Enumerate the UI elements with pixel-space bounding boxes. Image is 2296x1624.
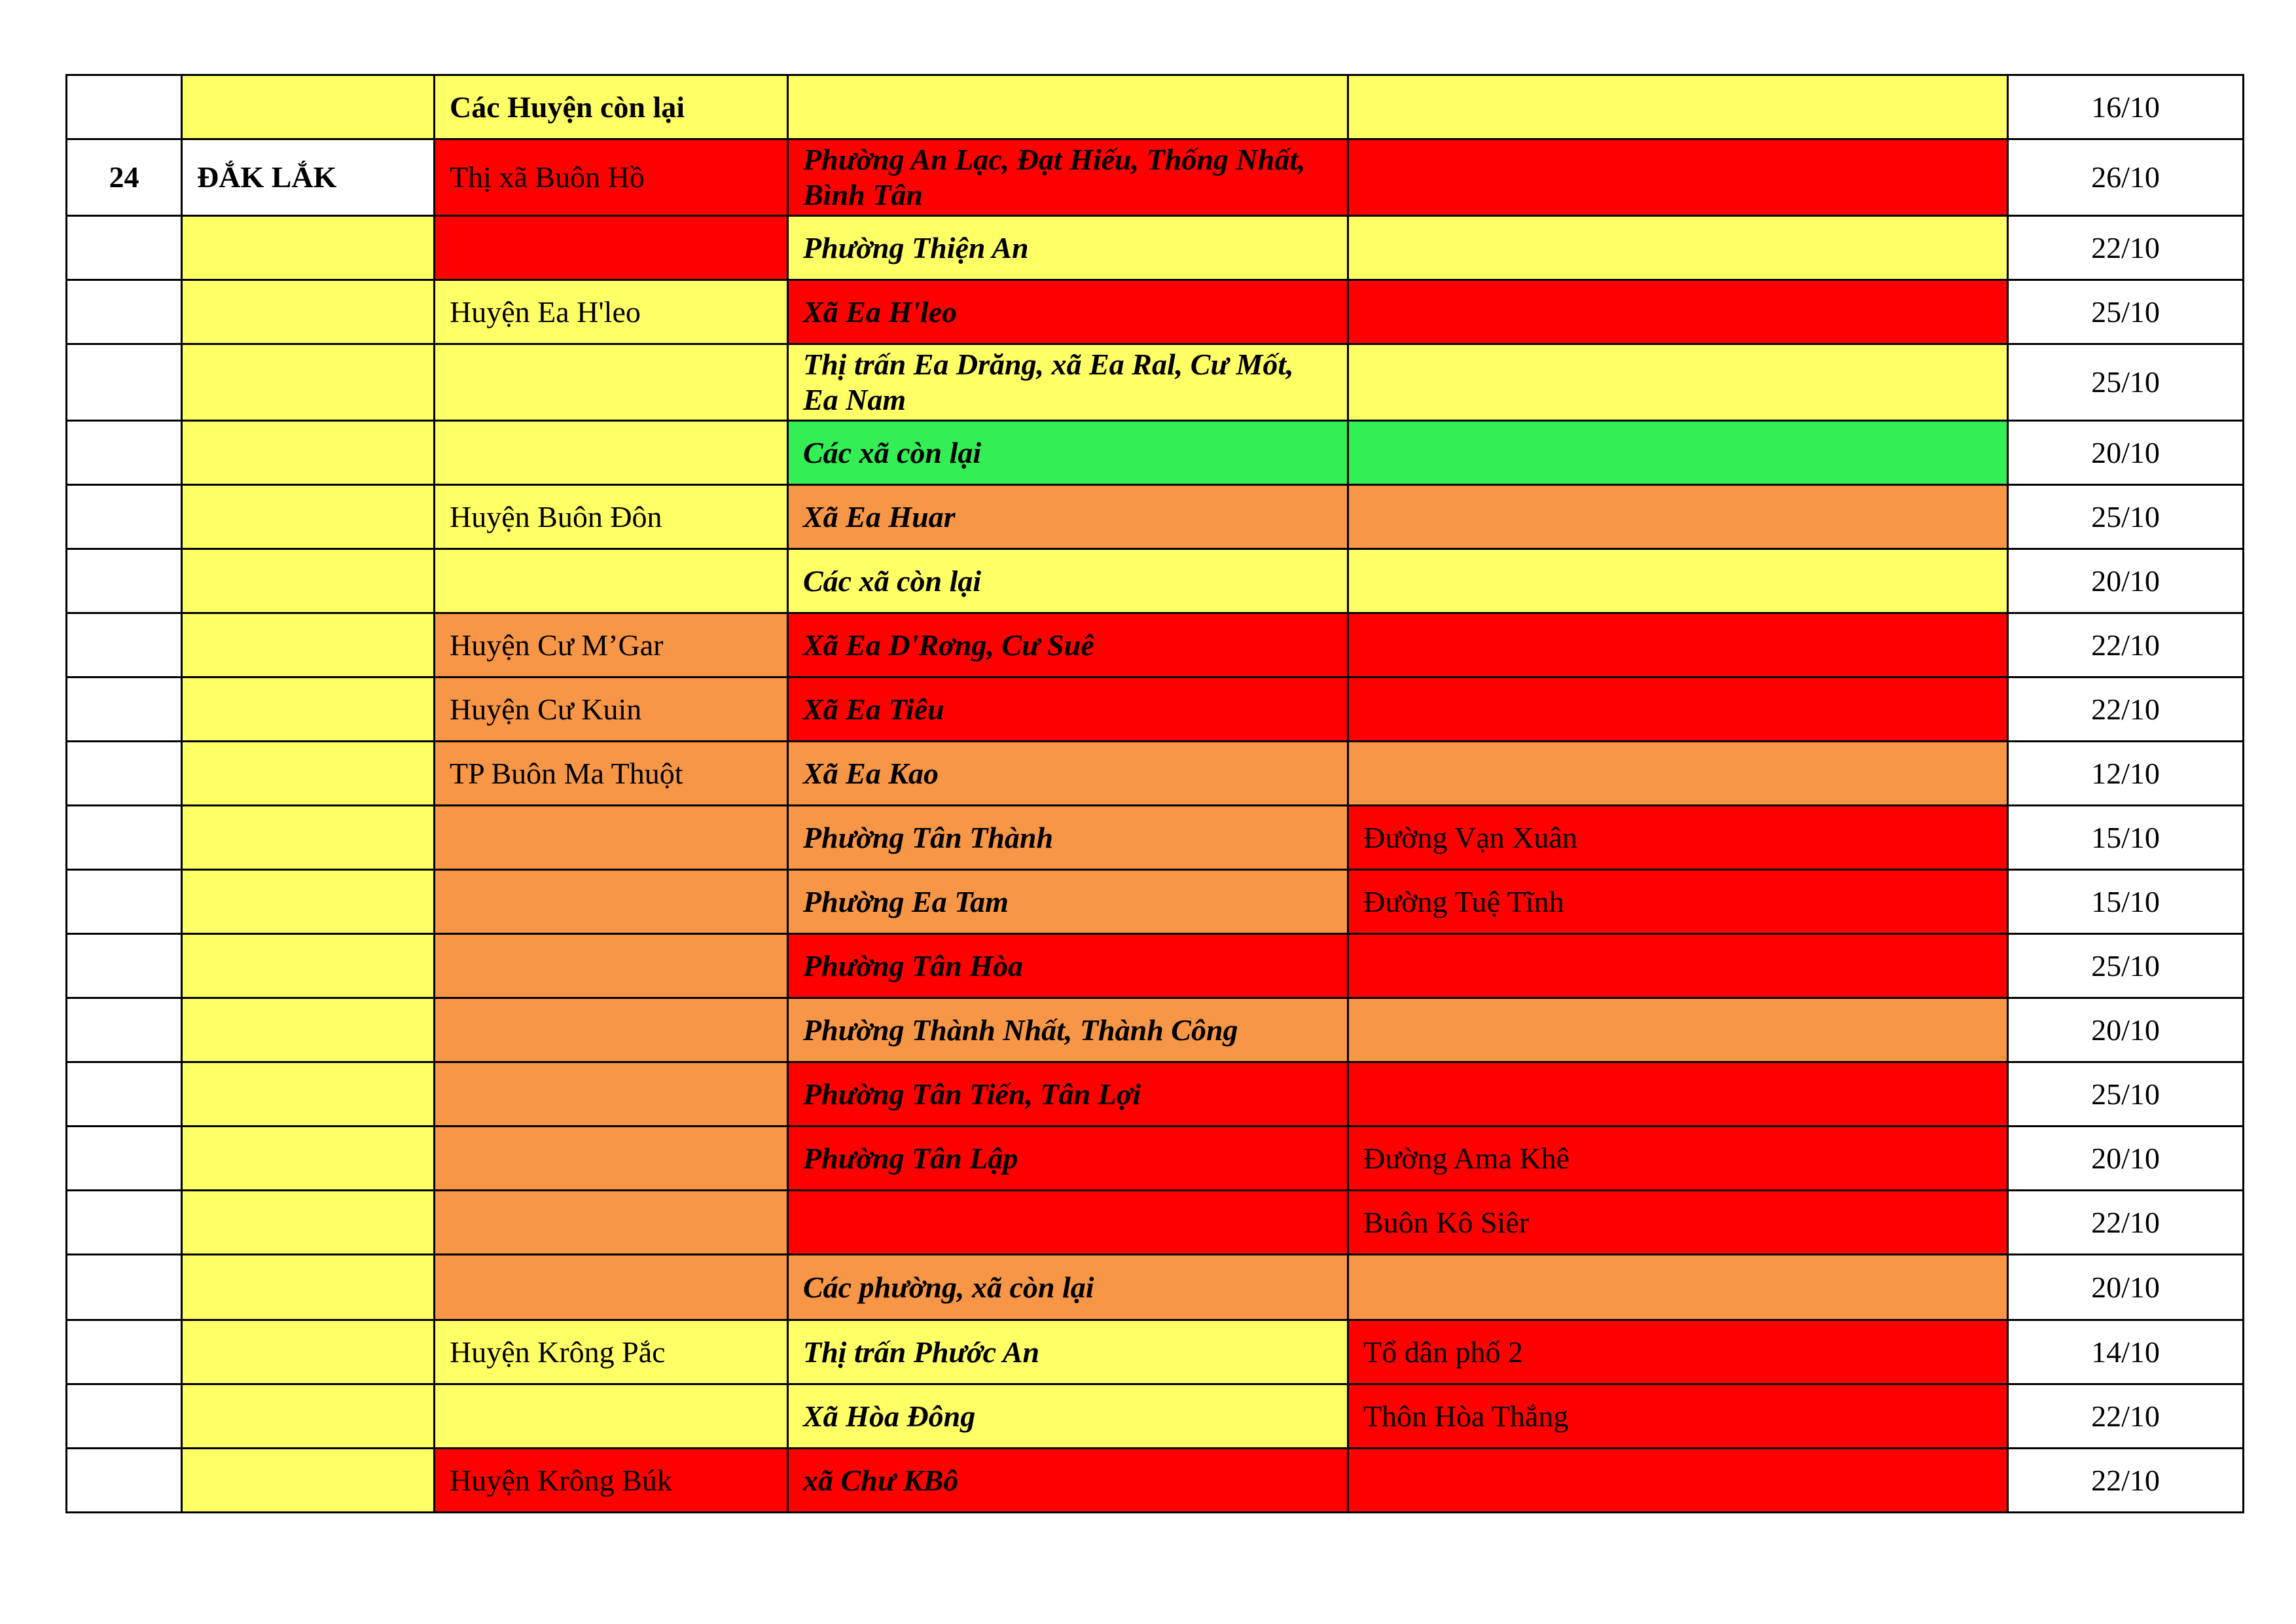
cell-date: 15/10 xyxy=(2008,806,2244,870)
cell-area xyxy=(1348,934,2008,998)
table-row xyxy=(67,485,2244,549)
cell-stt xyxy=(67,344,182,421)
table-row xyxy=(67,1384,2244,1449)
cell-district xyxy=(435,1127,788,1191)
cell-district: Huyện Buôn Đôn xyxy=(435,485,788,549)
table-row xyxy=(67,1449,2244,1513)
table-row xyxy=(67,1191,2244,1255)
cell-area xyxy=(1348,742,2008,806)
cell-date: 25/10 xyxy=(2008,485,2244,549)
cell-ward: Thị trấn Phước An xyxy=(788,1320,1348,1384)
cell-ward: xã Chư KBô xyxy=(788,1449,1348,1513)
cell-province xyxy=(182,421,435,485)
table-row xyxy=(67,1062,2244,1127)
zone-status-table xyxy=(65,74,2244,1513)
cell-stt xyxy=(67,485,182,549)
cell-stt xyxy=(67,742,182,806)
cell-date: 20/10 xyxy=(2008,1127,2244,1191)
cell-province xyxy=(182,1191,435,1255)
cell-ward: Xã Ea H'leo xyxy=(788,280,1348,344)
cell-date: 26/10 xyxy=(2008,139,2244,216)
cell-ward: Phường Tân Tiến, Tân Lợi xyxy=(788,1062,1348,1127)
cell-ward: Xã Ea D'Rơng, Cư Suê xyxy=(788,613,1348,677)
cell-district xyxy=(435,216,788,280)
cell-date: 14/10 xyxy=(2008,1320,2244,1384)
cell-area xyxy=(1348,549,2008,613)
cell-province xyxy=(182,870,435,934)
table-body xyxy=(67,75,2244,1513)
cell-ward: Xã Ea Kao xyxy=(788,742,1348,806)
cell-district: Các Huyện còn lại xyxy=(435,75,788,139)
cell-stt xyxy=(67,1127,182,1191)
cell-stt xyxy=(67,421,182,485)
cell-province xyxy=(182,742,435,806)
cell-date: 22/10 xyxy=(2008,1384,2244,1449)
table-row xyxy=(67,870,2244,934)
cell-province xyxy=(182,485,435,549)
cell-ward xyxy=(788,1191,1348,1255)
cell-area xyxy=(1348,613,2008,677)
table-row xyxy=(67,280,2244,344)
cell-area: Đường Ama Khê xyxy=(1348,1127,2008,1191)
cell-district xyxy=(435,1255,788,1320)
cell-district: TP Buôn Ma Thuột xyxy=(435,742,788,806)
cell-stt xyxy=(67,1449,182,1513)
cell-stt xyxy=(67,1191,182,1255)
cell-ward: Các xã còn lại xyxy=(788,421,1348,485)
cell-district: Huyện Cư Kuin xyxy=(435,677,788,742)
cell-stt xyxy=(67,1062,182,1127)
table-row xyxy=(67,1255,2244,1320)
table-row xyxy=(67,549,2244,613)
cell-stt xyxy=(67,216,182,280)
cell-district xyxy=(435,998,788,1062)
cell-province xyxy=(182,75,435,139)
cell-ward: Phường Tân Hòa xyxy=(788,934,1348,998)
cell-district: Huyện Krông Pắc xyxy=(435,1320,788,1384)
table-row xyxy=(67,934,2244,998)
cell-area xyxy=(1348,1062,2008,1127)
cell-date: 22/10 xyxy=(2008,216,2244,280)
cell-date: 22/10 xyxy=(2008,1449,2244,1513)
cell-area: Đường Vạn Xuân xyxy=(1348,806,2008,870)
cell-province xyxy=(182,1449,435,1513)
cell-ward: Xã Hòa Đông xyxy=(788,1384,1348,1449)
cell-district xyxy=(435,870,788,934)
table-row xyxy=(67,998,2244,1062)
cell-area xyxy=(1348,139,2008,216)
cell-ward: Phường Tân Thành xyxy=(788,806,1348,870)
cell-area: Thôn Hòa Thắng xyxy=(1348,1384,2008,1449)
table-row xyxy=(67,742,2244,806)
cell-province xyxy=(182,216,435,280)
cell-date: 15/10 xyxy=(2008,870,2244,934)
cell-province xyxy=(182,549,435,613)
cell-province xyxy=(182,677,435,742)
cell-area xyxy=(1348,1449,2008,1513)
cell-stt xyxy=(67,1320,182,1384)
cell-area xyxy=(1348,1255,2008,1320)
cell-province xyxy=(182,1320,435,1384)
cell-date: 25/10 xyxy=(2008,1062,2244,1127)
cell-date: 22/10 xyxy=(2008,677,2244,742)
cell-district: Huyện Cư M’Gar xyxy=(435,613,788,677)
cell-date: 20/10 xyxy=(2008,421,2244,485)
cell-district xyxy=(435,1062,788,1127)
cell-ward xyxy=(788,75,1348,139)
cell-date: 20/10 xyxy=(2008,998,2244,1062)
table-row xyxy=(67,1320,2244,1384)
cell-province xyxy=(182,1384,435,1449)
table-row xyxy=(67,344,2244,421)
cell-area xyxy=(1348,280,2008,344)
cell-district xyxy=(435,806,788,870)
cell-province xyxy=(182,998,435,1062)
cell-date: 20/10 xyxy=(2008,549,2244,613)
cell-province xyxy=(182,806,435,870)
cell-stt xyxy=(67,677,182,742)
cell-province xyxy=(182,613,435,677)
cell-stt xyxy=(67,998,182,1062)
cell-stt: 24 xyxy=(67,139,182,216)
cell-ward: Phường Thành Nhất, Thành Công xyxy=(788,998,1348,1062)
table-row xyxy=(67,806,2244,870)
cell-ward: Phường Thiện An xyxy=(788,216,1348,280)
cell-area xyxy=(1348,421,2008,485)
cell-date: 22/10 xyxy=(2008,613,2244,677)
cell-area: Đường Tuệ Tĩnh xyxy=(1348,870,2008,934)
cell-ward: Các phường, xã còn lại xyxy=(788,1255,1348,1320)
table-row xyxy=(67,216,2244,280)
cell-stt xyxy=(67,934,182,998)
cell-district xyxy=(435,934,788,998)
cell-district: Huyện Krông Búk xyxy=(435,1449,788,1513)
cell-area xyxy=(1348,344,2008,421)
cell-area xyxy=(1348,485,2008,549)
table-row xyxy=(67,421,2244,485)
cell-stt xyxy=(67,806,182,870)
cell-stt xyxy=(67,1384,182,1449)
cell-district: Thị xã Buôn Hồ xyxy=(435,139,788,216)
cell-ward: Phường Tân Lập xyxy=(788,1127,1348,1191)
cell-date: 25/10 xyxy=(2008,934,2244,998)
cell-stt xyxy=(67,280,182,344)
cell-province xyxy=(182,344,435,421)
table-row xyxy=(67,139,2244,216)
cell-ward: Phường An Lạc, Đạt Hiếu, Thống Nhất, Bình Tân xyxy=(788,139,1348,216)
cell-stt xyxy=(67,613,182,677)
cell-date: 25/10 xyxy=(2008,280,2244,344)
cell-stt xyxy=(67,1255,182,1320)
cell-area xyxy=(1348,216,2008,280)
cell-district xyxy=(435,421,788,485)
cell-ward: Xã Ea Tiêu xyxy=(788,677,1348,742)
cell-area xyxy=(1348,677,2008,742)
cell-district xyxy=(435,1384,788,1449)
cell-area: Tổ dân phố 2 xyxy=(1348,1320,2008,1384)
cell-province: ĐẮK LẮK xyxy=(182,139,435,216)
cell-ward: Phường Ea Tam xyxy=(788,870,1348,934)
cell-district: Huyện Ea H'leo xyxy=(435,280,788,344)
cell-date: 22/10 xyxy=(2008,1191,2244,1255)
cell-date: 12/10 xyxy=(2008,742,2244,806)
cell-stt xyxy=(67,549,182,613)
cell-stt xyxy=(67,870,182,934)
cell-date: 16/10 xyxy=(2008,75,2244,139)
cell-ward: Các xã còn lại xyxy=(788,549,1348,613)
cell-province xyxy=(182,934,435,998)
cell-ward: Thị trấn Ea Drăng, xã Ea Ral, Cư Mốt, Ea Nam xyxy=(788,344,1348,421)
cell-date: 20/10 xyxy=(2008,1255,2244,1320)
cell-province xyxy=(182,1127,435,1191)
cell-area xyxy=(1348,75,2008,139)
table-row xyxy=(67,75,2244,139)
cell-district xyxy=(435,1191,788,1255)
cell-area: Buôn Kô Siêr xyxy=(1348,1191,2008,1255)
table-row xyxy=(67,1127,2244,1191)
cell-province xyxy=(182,1062,435,1127)
cell-stt xyxy=(67,75,182,139)
cell-ward: Xã Ea Huar xyxy=(788,485,1348,549)
table-row xyxy=(67,677,2244,742)
cell-date: 25/10 xyxy=(2008,344,2244,421)
table-row xyxy=(67,613,2244,677)
cell-province xyxy=(182,1255,435,1320)
cell-district xyxy=(435,549,788,613)
cell-province xyxy=(182,280,435,344)
cell-area xyxy=(1348,998,2008,1062)
cell-district xyxy=(435,344,788,421)
